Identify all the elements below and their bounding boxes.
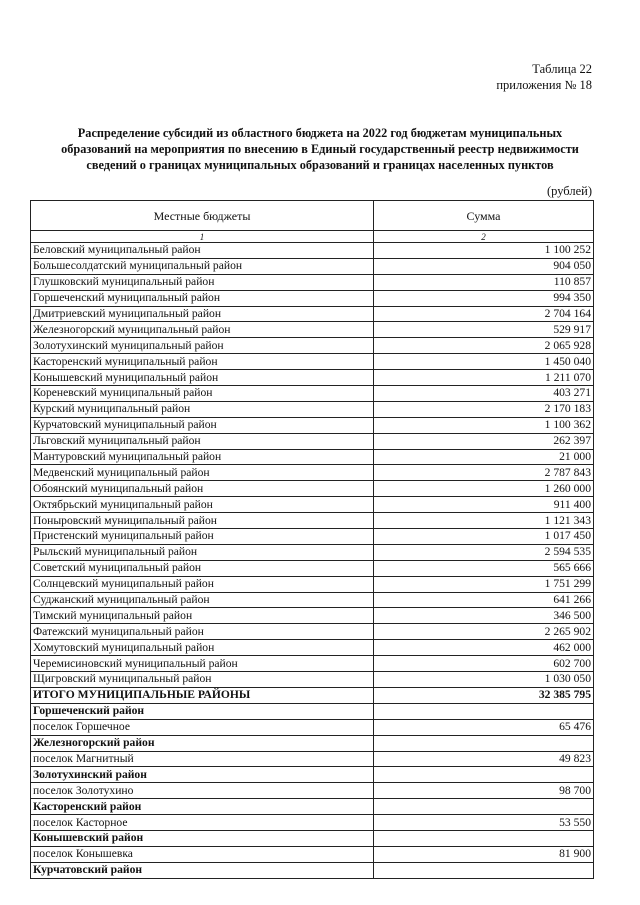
sum-value (374, 799, 594, 815)
sum-value (374, 830, 594, 846)
sum-value: 65 476 (374, 719, 594, 735)
budget-name: Обоянский муниципальный район (31, 481, 374, 497)
sum-value (374, 862, 594, 878)
budget-name: поселок Горшечное (31, 719, 374, 735)
budget-name: Дмитриевский муниципальный район (31, 306, 374, 322)
header-budgets: Местные бюджеты (31, 201, 374, 231)
budget-name: Курчатовский муниципальный район (31, 417, 374, 433)
budget-name: Советский муниципальный район (31, 560, 374, 576)
table-row (31, 815, 594, 831)
sum-value: 2 265 902 (374, 624, 594, 640)
table-row (31, 449, 594, 465)
budget-name: Курский муниципальный район (31, 401, 374, 417)
budget-name: Конышевский район (31, 830, 374, 846)
budget-name: Курчатовский район (31, 862, 374, 878)
table-row (31, 719, 594, 735)
table-number: Таблица 22 (532, 62, 592, 76)
budget-name: Поныровский муниципальный район (31, 513, 374, 529)
sum-value: 262 397 (374, 433, 594, 449)
sum-value: 602 700 (374, 656, 594, 672)
budget-name: поселок Касторное (31, 815, 374, 831)
subsidy-table (30, 200, 594, 879)
sum-value: 1 211 070 (374, 370, 594, 386)
sum-value: 904 050 (374, 258, 594, 274)
budget-name: Железногорский район (31, 735, 374, 751)
appendix-number: приложения № 18 (496, 78, 592, 92)
table-row (31, 354, 594, 370)
budget-name: Глушковский муниципальный район (31, 274, 374, 290)
sum-value: 403 271 (374, 386, 594, 402)
table-row (31, 783, 594, 799)
budget-name: поселок Магнитный (31, 751, 374, 767)
sum-value: 529 917 (374, 322, 594, 338)
unit-label: (рублей) (546, 184, 592, 198)
sum-value: 2 594 535 (374, 544, 594, 560)
budget-name: Пристенский муниципальный район (31, 529, 374, 545)
table-row (31, 290, 594, 306)
sum-value (374, 703, 594, 719)
table-row (31, 465, 594, 481)
budget-name: поселок Конышевка (31, 846, 374, 862)
sum-value: 81 900 (374, 846, 594, 862)
budget-name: Медвенский муниципальный район (31, 465, 374, 481)
budget-name: Щигровский муниципальный район (31, 672, 374, 688)
budget-name: Мантуровский муниципальный район (31, 449, 374, 465)
table-row (31, 401, 594, 417)
budget-name: Солнцевский муниципальный район (31, 576, 374, 592)
document-title (40, 125, 600, 173)
budget-name: Кореневский муниципальный район (31, 386, 374, 402)
sum-value: 1 100 252 (374, 243, 594, 259)
sum-value: 462 000 (374, 640, 594, 656)
table-row (31, 258, 594, 274)
budget-name: Горшеченский район (31, 703, 374, 719)
sum-value: 1 450 040 (374, 354, 594, 370)
budget-name: Рыльский муниципальный район (31, 544, 374, 560)
sum-value: 49 823 (374, 751, 594, 767)
sum-value: 346 500 (374, 608, 594, 624)
sum-value: 2 704 164 (374, 306, 594, 322)
sum-value: 1 017 450 (374, 529, 594, 545)
budget-name: Беловский муниципальный район (31, 243, 374, 259)
title-line: образований на мероприятия по внесению в Единый государственный реестр недвижимости (61, 142, 579, 156)
sum-value: 2 787 843 (374, 465, 594, 481)
budget-name: Льговский муниципальный район (31, 433, 374, 449)
table-row (31, 751, 594, 767)
table-row (31, 624, 594, 640)
sum-value: 21 000 (374, 449, 594, 465)
title-line: сведений о границах муниципальных образований и границах населенных пунктов (86, 158, 554, 172)
budget-name: Касторенский муниципальный район (31, 354, 374, 370)
sum-value: 110 857 (374, 274, 594, 290)
table-row (31, 656, 594, 672)
budget-name: Горшеченский муниципальный район (31, 290, 374, 306)
table-row (31, 322, 594, 338)
sum-value: 2 065 928 (374, 338, 594, 354)
table-row (31, 640, 594, 656)
budget-name: Железногорский муниципальный район (31, 322, 374, 338)
table-row (31, 386, 594, 402)
budget-name: Фатежский муниципальный район (31, 624, 374, 640)
index-col-2: 2 (374, 231, 594, 243)
budget-name: Касторенский район (31, 799, 374, 815)
table-row (31, 243, 594, 259)
sum-value: 1 100 362 (374, 417, 594, 433)
table-row (31, 846, 594, 862)
table-row-heading (31, 862, 594, 878)
sum-value: 994 350 (374, 290, 594, 306)
sum-value: 911 400 (374, 497, 594, 513)
sum-value: 32 385 795 (374, 687, 594, 703)
table-row-heading (31, 687, 594, 703)
sum-value: 1 751 299 (374, 576, 594, 592)
budget-name: Конышевский муниципальный район (31, 370, 374, 386)
sum-value (374, 767, 594, 783)
budget-name: ИТОГО МУНИЦИПАЛЬНЫЕ РАЙОНЫ (31, 687, 374, 703)
table-row (31, 672, 594, 688)
table-row (31, 433, 594, 449)
sum-value: 641 266 (374, 592, 594, 608)
table-row (31, 592, 594, 608)
budget-name: Тимский муниципальный район (31, 608, 374, 624)
budget-name: Черемисиновский муниципальный район (31, 656, 374, 672)
table-row (31, 544, 594, 560)
table-row (31, 576, 594, 592)
table-row (31, 306, 594, 322)
title-line: Распределение субсидий из областного бюджета на 2022 год бюджетам муниципальных (77, 126, 563, 140)
budget-name: Октябрьский муниципальный район (31, 497, 374, 513)
budget-name: Золотухинский муниципальный район (31, 338, 374, 354)
index-row (31, 231, 594, 243)
header-sum: Сумма (374, 201, 594, 231)
table-row (31, 481, 594, 497)
sum-value: 2 170 183 (374, 401, 594, 417)
table-row-heading (31, 799, 594, 815)
budget-name: Большесолдатский муниципальный район (31, 258, 374, 274)
sum-value: 1 260 000 (374, 481, 594, 497)
table-row (31, 338, 594, 354)
table-row (31, 497, 594, 513)
sum-value: 98 700 (374, 783, 594, 799)
table-row (31, 274, 594, 290)
header-row (31, 201, 594, 231)
table-row-heading (31, 703, 594, 719)
budget-name: Суджанский муниципальный район (31, 592, 374, 608)
sum-value: 565 666 (374, 560, 594, 576)
index-col-1: 1 (31, 231, 374, 243)
table-row (31, 417, 594, 433)
budget-name: поселок Золотухино (31, 783, 374, 799)
budget-name: Хомутовский муниципальный район (31, 640, 374, 656)
sum-value: 1 121 343 (374, 513, 594, 529)
sum-value: 1 030 050 (374, 672, 594, 688)
budget-name: Золотухинский район (31, 767, 374, 783)
table-row (31, 560, 594, 576)
table-row (31, 370, 594, 386)
sum-value: 53 550 (374, 815, 594, 831)
sum-value (374, 735, 594, 751)
table-row (31, 529, 594, 545)
table-row-heading (31, 830, 594, 846)
table-row (31, 608, 594, 624)
table-row (31, 513, 594, 529)
table-row-heading (31, 735, 594, 751)
table-row-heading (31, 767, 594, 783)
